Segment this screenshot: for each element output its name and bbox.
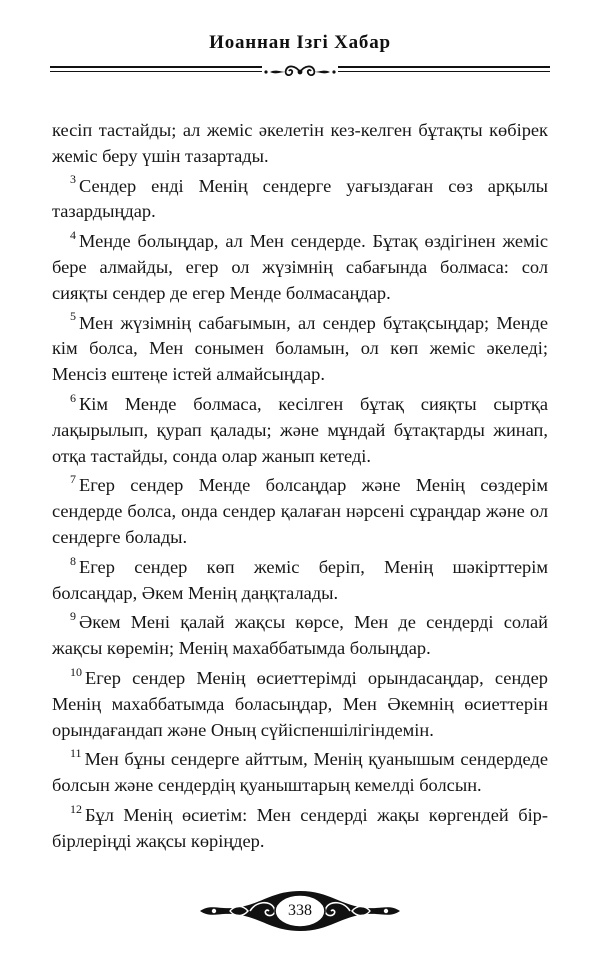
header-ornament-icon: [262, 61, 338, 83]
verse-7: [52, 473, 548, 550]
verse-number: 11: [70, 746, 82, 761]
verse-text: Менде болыңдар, ал Мен сендерде. Бұтақ өздігінен жеміс бере алмайды, егер ол жүзімнің сабағында болмаса: сол сияқты сендер де егер Менде болмасаңдар.: [52, 231, 548, 303]
verse-4: [52, 229, 548, 306]
verse-text: Егер сендер Менде болсаңдар және Менің сөздерім сендерде болса, онда сендер қалаған нәрсені сұраңдар және ол сендерге болады.: [52, 475, 548, 547]
verse-number: 8: [70, 553, 76, 568]
running-header-title: Иоаннан Ізгі Хабар: [209, 32, 391, 53]
verse-5: [52, 311, 548, 388]
verse-number: 7: [70, 472, 76, 487]
verse-9: [52, 610, 548, 662]
verse-6: [52, 392, 548, 469]
verse-text: Бұл Менің өсиетім: Мен сендерді жақы көргендей бір-бірлеріңді жақсы көріңдер.: [52, 804, 548, 851]
verse-3: [52, 174, 548, 226]
verse-text: Сендер енді Менің сендерге уағыздаған сөз арқылы тазардыңдар.: [52, 175, 548, 222]
body-text: [52, 118, 548, 859]
verse-10: [52, 666, 548, 743]
verse-text: Кім Менде болмаса, кесілген бұтақ сияқты сыртқа лақырылып, қурап қалады; және мұндай бұтақтарды жинап, отқа тастайды, сонда олар жанып кетеді.: [52, 393, 548, 466]
verse-12: [52, 803, 548, 855]
verse-number: 9: [70, 609, 76, 624]
verse-text: Мен жүзімнің сабағымын, ал сендер бұтақсыңдар; Менде кім болса, Мен сонымен боламын, ол көп жеміс әкеледі; Менсіз ештеңе істей алмайсыңдар.: [52, 312, 548, 385]
verse-text: Әкем Мені қалай жақсы көрсе, Мен де сендерді солай жақсы көремін; Менің махаббатымда болыңдар.: [52, 612, 548, 659]
verse-number: 3: [70, 172, 76, 187]
verse-text: Мен бұны сендерге айттым, Менің қуанышым сендердеде болсын және сендердің қуаныштарың кемелді болсын.: [52, 749, 548, 796]
verse-number: 5: [70, 309, 76, 324]
page-number: 338: [288, 902, 312, 919]
verse-number: 10: [70, 664, 82, 679]
verse-number: 12: [70, 801, 82, 816]
verse-text: Егер сендер Менің өсиеттерімді орындасаңдар, сендер Менің махаббатымда боласыңдар, Мен Әкемнің өсиеттерін орындағандап және Оның сүйіспеншілігіндемін.: [52, 667, 548, 740]
verse-8: [52, 555, 548, 607]
verse-text: Егер сендер көп жеміс беріп, Менің шәкірттерім болсаңдар, Әкем Менің даңқталады.: [52, 556, 548, 603]
paragraph-text: кесіп тастайды; ал жеміс әкелетін кез-келген бұтақты көбірек жеміс беру үшін тазартады.: [52, 120, 548, 166]
paragraph-continuation: [52, 118, 548, 170]
verse-11: [52, 747, 548, 799]
verse-number: 6: [70, 390, 76, 405]
verse-number: 4: [70, 228, 76, 243]
